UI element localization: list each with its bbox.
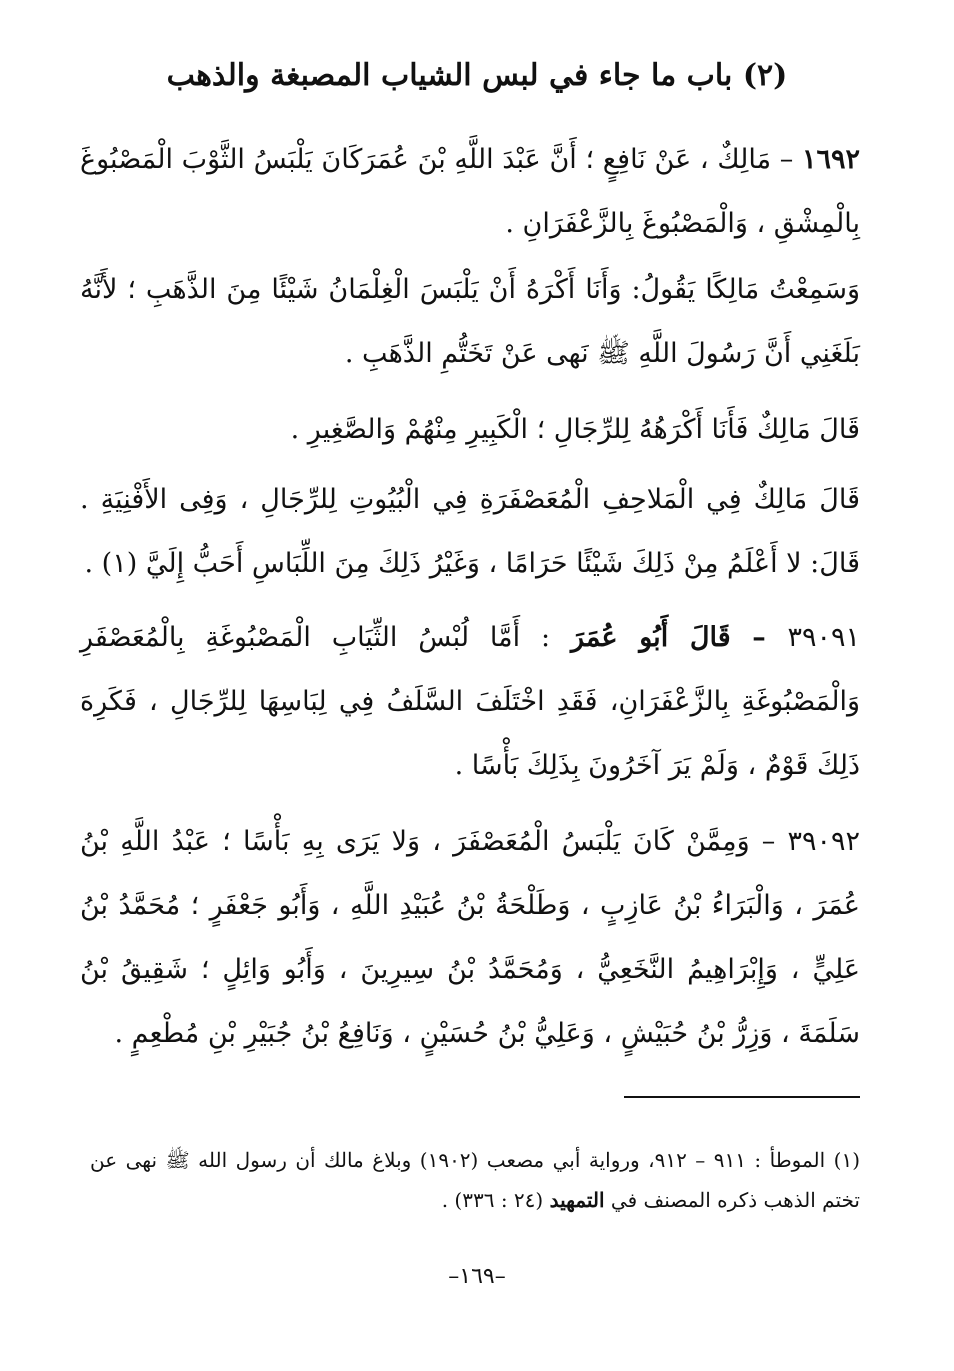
paragraph-text: – وَمِمَّنْ كَانَ يَلْبَسُ الْمُعَصْفَرَ ، وَلا يَرَى بِهِ بَأْسًا ؛ عَبْدُ اللَّهِ بْنُ عُمَرَ ، وَالْبَرَاءُ بْنُ عَازِبٍ ، وَطَلْحَةُ بْنُ عُبَيْدِ اللَّهِ ، وَأَبُو جَعْفَرٍ ؛ مُحَمَّدُ بْنُ عَلِيٍّ ، وَإِبْرَاهِيمُ النَّخَعِيُّ ، وَمُحَمَّدُ بْنُ سِيرِينَ ، وَأَبُو وَائِلٍ ؛ شَقِيقُ بْنُ سَلَمَةَ ، وَزِرُّ بْنُ حُبَيْشٍ ، وَعَلِيُّ بْنُ حُسَيْنٍ ، وَنَافِعُ بْنُ جُبَيْرِ بْنِ مُطْعِمٍ . (80, 826, 860, 1049)
footnote-text: (١) الموطأ : ٩١١ – ٩١٢، ورواية أبي مصعب (١٩٠٢) وبلاغ مالك أن رسول الله ﷺ نهى عن تختم الذهب ذكره المصنف في (90, 1148, 860, 1212)
footnote-text-end: (٢٤ : ٣٣٦) . (441, 1188, 550, 1212)
malik-statement-gold: وَسَمِعْتُ مَالِكًا يَقُولُ: وَأَنَا أَكْرَهُ أَنْ يَلْبَسَ الْغِلْمَانُ شَيْئًا مِنَ الذَّهَبِ ؛ لأَنَّهُ بَلَغَنِي أَنَّ رَسُولَ اللَّهِ ﷺ نَهى عَنْ تَخَتُّمِ الذَّهَبِ . (80, 274, 860, 369)
commentary-paragraph-39091 (80, 606, 860, 798)
paragraph-text: : أَمَّا لُبْسُ الثِّيَابِ الْمَصْبُوغَةِ بِالْمُعَصْفَرِ وَالْمَصْبُوغَةِ بِالزَّعْفَرَانِ، فَقَدِ اخْتَلَفَ السَّلَفُ فِي لِبَاسِهَا لِلرِّجَالِ ، فَكَرِهَ ذَلِكَ قَوْمٌ ، وَلَمْ يَرَ آخَرُونَ بِذَلِكَ بَأْسًا . (80, 622, 860, 781)
commentary-paragraph-39092 (80, 810, 860, 1066)
commentary-number: ٣٩٠٩٢ (787, 826, 860, 857)
commentary-number: ٣٩٠٩١ (787, 622, 860, 653)
hadith-paragraph-1692 (80, 128, 860, 256)
chapter-title: (٢) باب ما جاء في لبس الشياب المصبغة والذهب (166, 58, 788, 93)
paragraph-text: – مَالِكٌ ، عَنْ نَافِعٍ ؛ أَنَّ عَبْدَ اللَّهِ بْنَ عُمَرَكَانَ يَلْبَسُ الثَّوْبَ الْمَصْبُوغَ بِالْمِشْقِ ، وَالْمَصْبُوغَ بِالزَّعْفَرَانِ . (80, 144, 860, 239)
hadith-number: ١٦٩٢ (801, 144, 860, 175)
footnote (90, 1140, 860, 1220)
malik-statement-blankets: قَالَ مَالِكٌ فِي الْمَلاحِفِ الْمُعَصْفَرَةِ فِي الْبُيُوتِ لِلرِّجَالِ ، وَفِى الأَفْنِيَةِ . قَالَ: لا أَعْلَمُ مِنْ ذَلِكَ شَيْئًا حَرَامًا ، وَغَيْرُ ذَلِكَ مِنَ اللِّبَاسِ أَحَبُّ إِلَيَّ (١) . (80, 484, 860, 579)
author-lead: – قَالَ أَبُو عُمَرَ (570, 622, 788, 653)
page-number: –١٦٩– (448, 1264, 506, 1289)
footnote-book-title: التمهيد (549, 1188, 605, 1212)
footnote-divider (624, 1096, 860, 1098)
malik-statement-men: قَالَ مَالِكٌ فَأَنَا أَكْرَهُهُ لِلرِّجَالِ ؛ الْكَبِيرِ مِنْهُمْ وَالصَّغِيرِ . (290, 414, 860, 445)
